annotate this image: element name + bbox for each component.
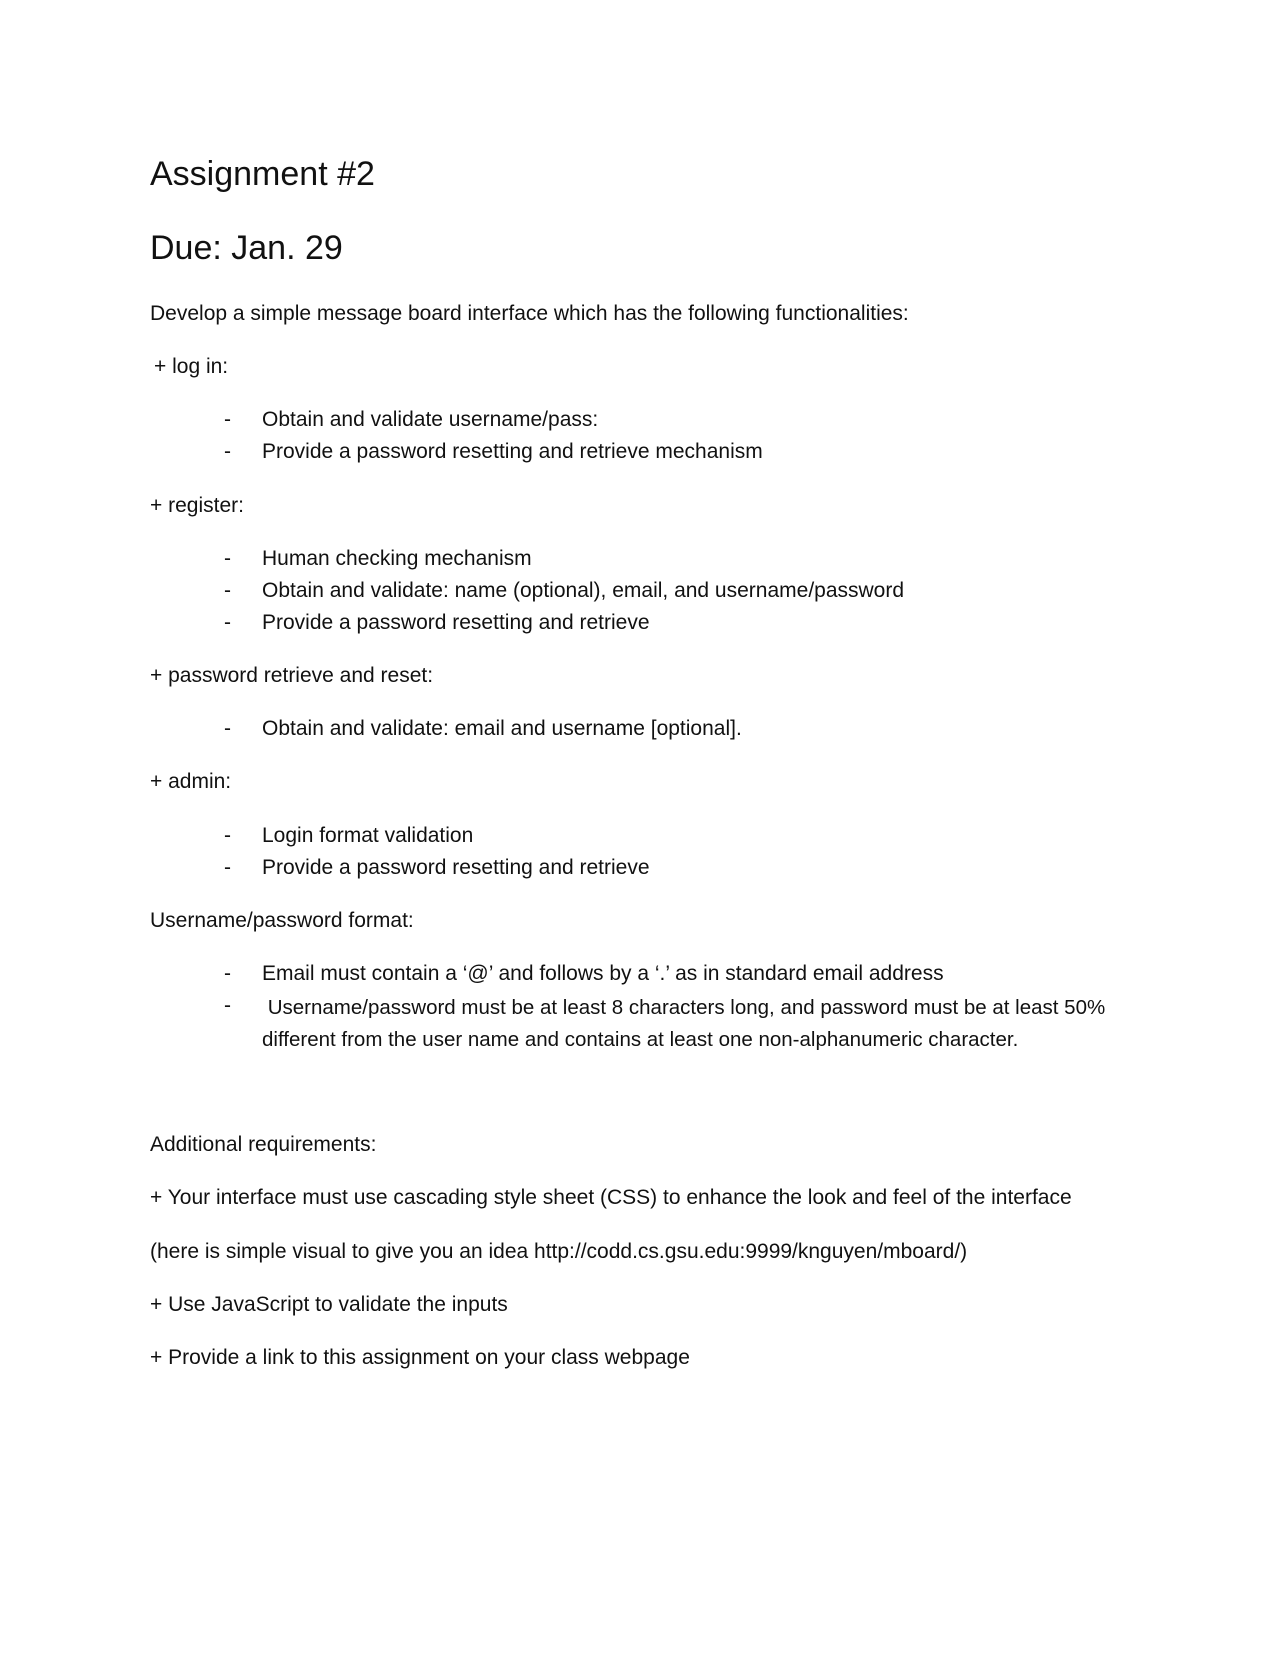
list-item-text: Provide a password resetting and retrieve — [262, 856, 650, 879]
list-item-text: Obtain and validate username/pass: — [262, 408, 599, 431]
dash-bullet: - — [224, 579, 231, 602]
list-item-text: Login format validation — [262, 824, 474, 847]
list-item-text: Human checking mechanism — [262, 547, 532, 570]
dash-bullet: - — [224, 856, 231, 879]
section-heading-register: + register: — [150, 494, 244, 517]
due-date: Due: Jan. 29 — [150, 229, 343, 267]
additional-line: (here is simple visual to give you an idea http://codd.cs.gsu.edu:9999/knguyen/mboard/) — [150, 1240, 968, 1263]
list-item-text: Provide a password resetting and retrieve mechanism — [262, 440, 763, 463]
section-heading-format: Username/password format: — [150, 909, 414, 932]
section-heading-admin: + admin: — [150, 770, 232, 793]
list-item-text: Email must contain a ‘@’ and follows by a ‘.’ as in standard email address — [262, 962, 944, 985]
dash-bullet: - — [224, 717, 231, 740]
dash-bullet: - — [224, 994, 231, 1017]
assignment-title: Assignment #2 — [150, 155, 375, 193]
list-item-text: Obtain and validate: name (optional), email, and username/password — [262, 579, 905, 602]
list-item-text: Provide a password resetting and retrieve — [262, 611, 650, 634]
dash-bullet: - — [224, 611, 231, 634]
dash-bullet: - — [224, 962, 231, 985]
list-item-text: Obtain and validate: email and username [optional]. — [262, 717, 742, 740]
dash-bullet: - — [224, 408, 231, 431]
additional-line: + Provide a link to this assignment on your class webpage — [150, 1346, 690, 1369]
additional-line: + Your interface must use cascading style sheet (CSS) to enhance the look and feel of the interface — [150, 1186, 1072, 1209]
section-heading-password-retrieve: + password retrieve and reset: — [150, 664, 434, 687]
additional-line: + Use JavaScript to validate the inputs — [150, 1293, 508, 1316]
additional-heading: Additional requirements: — [150, 1133, 377, 1156]
list-item-text: Username/password must be at least 8 characters long, and password must be at least 50% different from the user name and contains at least one non-alphanumeric character. — [262, 996, 1111, 1051]
dash-bullet: - — [224, 824, 231, 847]
section-heading-log-in: + log in: — [154, 355, 229, 378]
list-item — [0, 992, 1280, 1056]
intro-text: Develop a simple message board interface which has the following functionalities: — [150, 302, 909, 325]
dash-bullet: - — [224, 547, 231, 570]
dash-bullet: - — [224, 440, 231, 463]
